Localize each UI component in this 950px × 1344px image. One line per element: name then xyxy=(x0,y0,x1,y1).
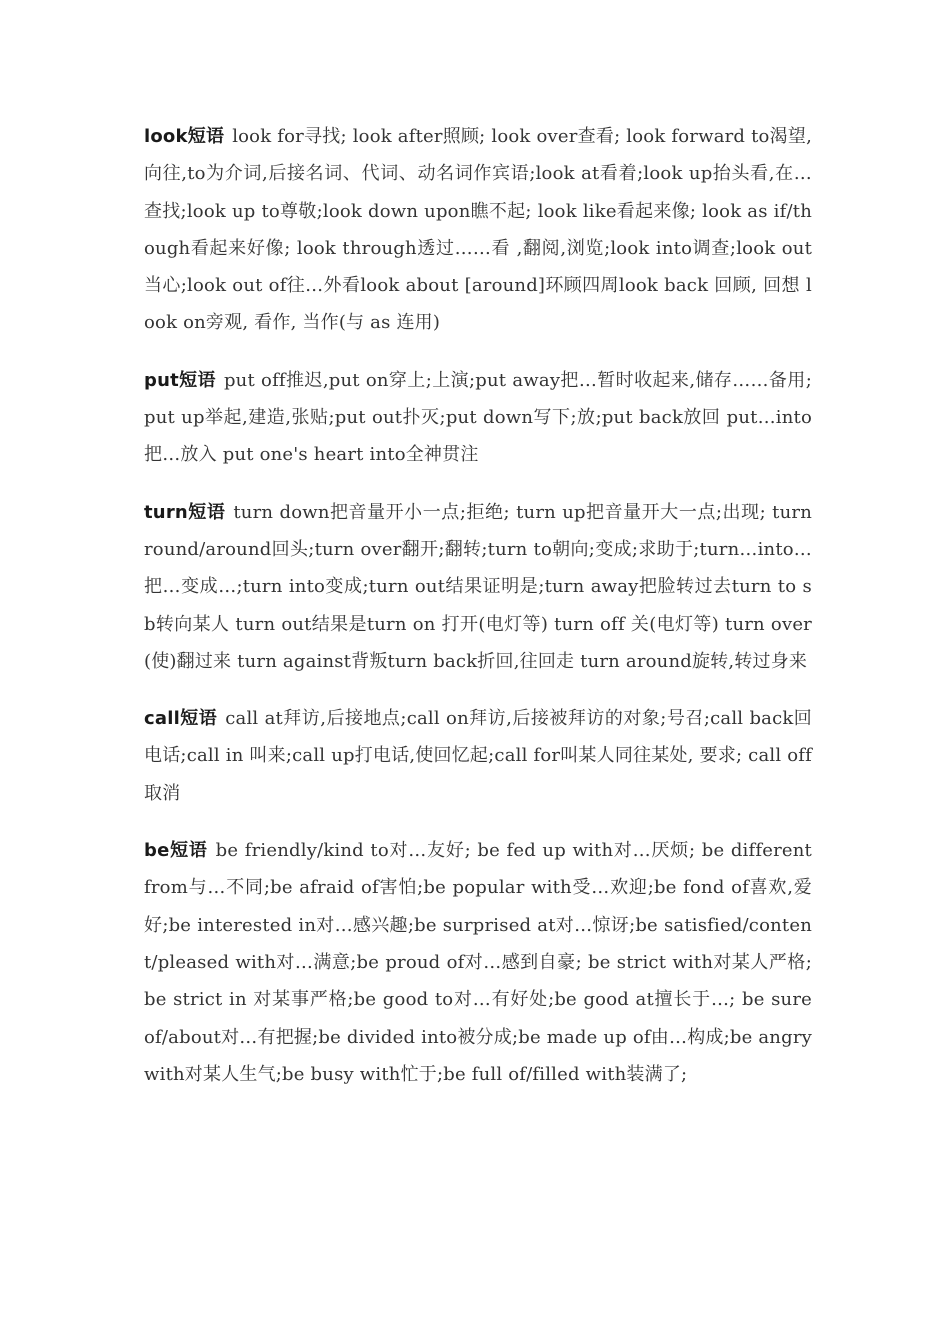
section-text: look for寻找; look after照顾; look over查看; look forward to渴望,向往,to为介词,后接名词、代词、动名词作宾语;look at看着;look up抬头看,在…查找;look up to尊敬;look down upon瞧不起; look like看起来像; look as if/though看起来好像; look through透过……看 ,翻阅,浏览;look into调查;look out当心;look out of往…外看look about [around]环顾四周look back 回顾, 回想 look on旁观, 看作, 当作(与 as 连用) xyxy=(144,126,812,334)
section-heading: turn短语 xyxy=(144,501,226,523)
section-text: be friendly/kind to对…友好; be fed up with对…厌烦; be different from与…不同;be afraid of害怕;be popular with受…欢迎;be fond of喜欢,爱好;be interested in对…感兴趣;be surprised at对…惊讶;be satisfied/content/pleased with对…满意;be proud of对…感到自豪; be strict with对某人严格; be strict in 对某事严格;be good to对…有好处;be good at擅长于…; be sure of/about对…有把握;be divided into被分成;be made up of由…构成;be angry with对某人生气;be busy with忙于;be full of/filled with装满了; xyxy=(144,840,813,1085)
turn-phrases-section xyxy=(144,494,812,680)
section-heading: call短语 xyxy=(144,708,218,730)
be-phrases-section xyxy=(144,832,812,1093)
look-phrases-section xyxy=(144,118,812,342)
section-text: put off推迟,put on穿上;上演;put away把…暂时收起来,储存……备用;put up举起,建造,张贴;put out扑灭;put down写下;放;put back放回 put…into把…放入 put one's heart into全神贯注 xyxy=(144,369,812,466)
section-heading: be短语 xyxy=(144,840,208,862)
section-text: call at拜访,后接地点;call on拜访,后接被拜访的对象;号召;call back回电话;call in 叫来;call up打电话,使回忆起;call for叫某人同往某处, 要求; call off取消 xyxy=(144,708,812,804)
section-heading: put短语 xyxy=(144,369,216,391)
call-phrases-section xyxy=(144,700,812,812)
document-body xyxy=(144,118,812,1093)
section-text: turn down把音量开小一点;拒绝; turn up把音量开大一点;出现; turn round/around回头;turn over翻开;翻转;turn to朝向;变成;求助于;turn…into…把…变成…;turn into变成;turn out结果证明是;turn away把脸转过去turn to sb转向某人 turn out结果是turn on 打开(电灯等) turn off 关(电灯等) turn over (使)翻过来 turn against背叛turn back折回,往回走 turn around旋转,转过身来 xyxy=(144,501,812,672)
put-phrases-section xyxy=(144,362,812,474)
section-heading: look短语 xyxy=(144,126,225,147)
